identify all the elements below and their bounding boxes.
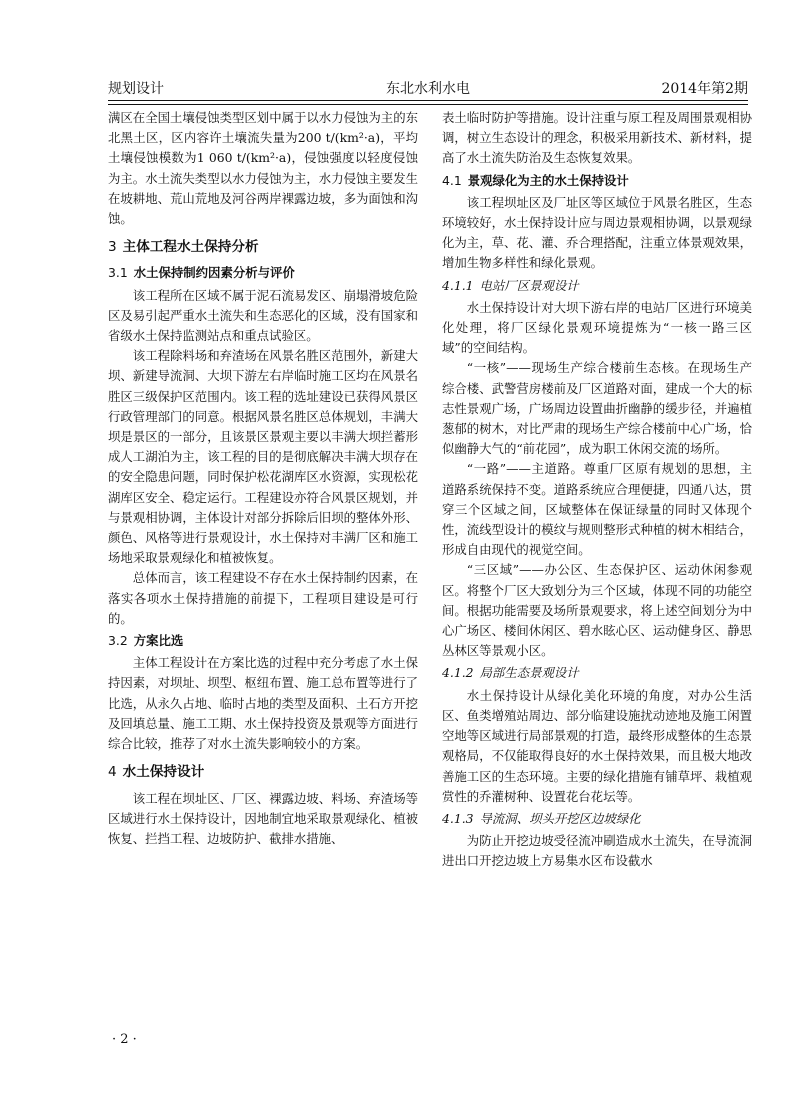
section-title: 水土保持制约因素分析与评价 [133,265,295,281]
section-heading-4 [108,762,418,782]
header-journal-name: 东北水利水电 [386,81,470,97]
section-title: 导流洞、坝头开挖区边坡绿化 [479,810,641,826]
section-number: 3.2 [108,633,128,649]
section-number: 3.1 [108,265,128,281]
paragraph: “一路”——主道路。尊重厂区原有规划的思想，主道路系统保持不变。道路系统应合理便捷，四通八达，贯穿三个区域之间，区域整体在保证绿量的同时又体现个性，流线型设计的模纹与规则整形式种植的树木相结合，形成自由现代的视觉空间。 [442,461,752,558]
paragraph: 满区在全国土壤侵蚀类型区划中属于以水力侵蚀为主的东北黑土区，区内容许土壤流失量为200 t/(km²·a)，平均土壤侵蚀模数为1 060 t/(km²·a)，侵蚀强度以轻度侵蚀为主。水土流失类型以水力侵蚀为主，水力侵蚀主要发生在坡耕地、荒山荒地及河谷两岸裸露边坡，多为面蚀和沟蚀。 [108,110,418,227]
paragraph: 该工程在坝址区、厂区、裸露边坡、料场、弃渣场等区域进行水土保持设计，因地制宜地采取景观绿化、植被恢复、拦挡工程、边坡防护、截排水措施、 [108,790,418,846]
subsection-heading-4-1 [442,171,752,191]
paragraph: 水土保持设计从绿化美化环境的角度，对办公生活区、鱼类增殖站周边、部分临建设施扰动迹地及施工闲置空地等区域进行局部景观的打造，最终形成整体的生态景观格局，不仅能取得良好的水土保持效果，而且极大地改善施工区的生态环境。主要的绿化措施有铺草坪、栽植观赏性的乔灌树种、设置花台花坛等。 [442,687,752,804]
paragraph: 主体工程设计在方案比选的过程中充分考虑了水土保持因素，对坝址、坝型、枢纽布置、施工总布置等进行了比选，从永久占地、临时占地的类型及面积、土石方开挖及回填总量、施工工期、水土保持投资及景观等方面进行综合比较，推荐了对水土流失影响较小的方案。 [108,655,418,752]
section-title: 水土保持设计 [122,764,205,781]
section-title: 景观绿化为主的水土保持设计 [467,172,629,188]
subsection-heading-3-1 [108,263,418,283]
section-title: 局部生态景观设计 [479,665,579,681]
header-section-label: 规划设计 [108,81,164,97]
section-number: 4.1.1 [442,277,474,293]
header-rule-thick [108,100,748,101]
subsection-heading-3-2 [108,631,418,651]
section-title: 电站厂区景观设计 [479,277,579,293]
paragraph: 该工程除料场和弃渣场在风景名胜区范围外，新建大坝、新建导流洞、大坝下游左右岸临时施工区均在风景名胜区三级保护区范围内。该工程的选址建设已获得风景区行政管理部门的同意。根据风景名胜区总体规划，丰满大坝是景区的一部分，且该景区景观主要以丰满大坝拦蓄形成人工湖泊为主，该工程的目的是彻底解决丰满大坝存在的安全隐患问题，同时保护松花湖库区水资源，实现松花湖库区安全、稳定运行。工程建设亦符合风景区规划，并与景观相协调，主体设计对部分拆除后旧坝的整体外形、颜色、风格等进行景观设计，水土保持对丰满厂区和施工场地采取景观绿化和植被恢复。 [108,348,418,566]
subsubsection-heading-4-1-3 [442,809,752,829]
header-rule-thin [108,104,748,105]
paragraph: 该工程坝址区及厂址区等区域位于风景名胜区，生态环境较好，水土保持设计应与周边景观相协调，以景观绿化为主，草、花、灌、乔合理搭配，注重立体景观效果，增加生物多样性和绿化景观。 [442,194,752,271]
section-number: 4 [108,764,117,781]
section-number: 3 [108,239,117,256]
paragraph: 该工程所在区域不属于泥石流易发区、崩塌滑坡危险区及易引起严重水土流失和生态恶化的区域，没有国家和省级水土保持监测站点和重点试验区。 [108,287,418,344]
paragraph: 表土临时防护等措施。设计注重与原工程及周围景观相协调，树立生态设计的理念，积极采用新技术、新材料，提高了水土流失防治及生态恢复效果。 [442,110,752,166]
paragraph: “一核”——现场生产综合楼前生态核。在现场生产综合楼、武警营房楼前及厂区道路对面，建成一个大的标志性景观广场，广场周边设置曲折幽静的缓步径，并遍植葱郁的树木，对比严肃的现场生产综合楼前中心广场，恰似幽静大气的“前花园”，成为职工休闲交流的场所。 [442,360,752,457]
right-column [442,108,752,872]
paragraph: 总体而言，该工程建设不存在水土保持制约因素，在落实各项水土保持措施的前提下，工程项目建设是可行的。 [108,570,418,626]
section-number: 4.1.3 [442,810,474,826]
paragraph: 水土保持设计对大坝下游右岸的电站厂区进行环境美化处理，将厂区绿化景观环境提炼为“一核一路三区域”的空间结构。 [442,299,752,356]
running-header [108,78,748,102]
section-heading-3 [108,237,418,257]
section-title: 主体工程水土保持分析 [122,239,259,256]
subsubsection-heading-4-1-2 [442,663,752,683]
left-column [108,108,418,849]
section-number: 4.1 [442,172,462,188]
subsubsection-heading-4-1-1 [442,276,752,296]
page-number: · 2 · [112,1032,137,1047]
section-number: 4.1.2 [442,665,474,681]
header-issue: 2014年第2期 [661,81,748,97]
section-title: 方案比选 [133,633,184,649]
paragraph: “三区域”——办公区、生态保护区、运动休闲参观区。将整个厂区大致划分为三个区域，体现不同的功能空间。根据功能需要及场所景观要求，将上述空间划分为中心广场区、楼间休闲区、碧水眩心区、运动健身区、静思丛林区等景观小区。 [442,562,752,659]
paragraph: 为防止开挖边坡受径流冲刷造成水土流失，在导流洞进出口开挖边坡上方易集水区布设截水 [442,833,752,869]
